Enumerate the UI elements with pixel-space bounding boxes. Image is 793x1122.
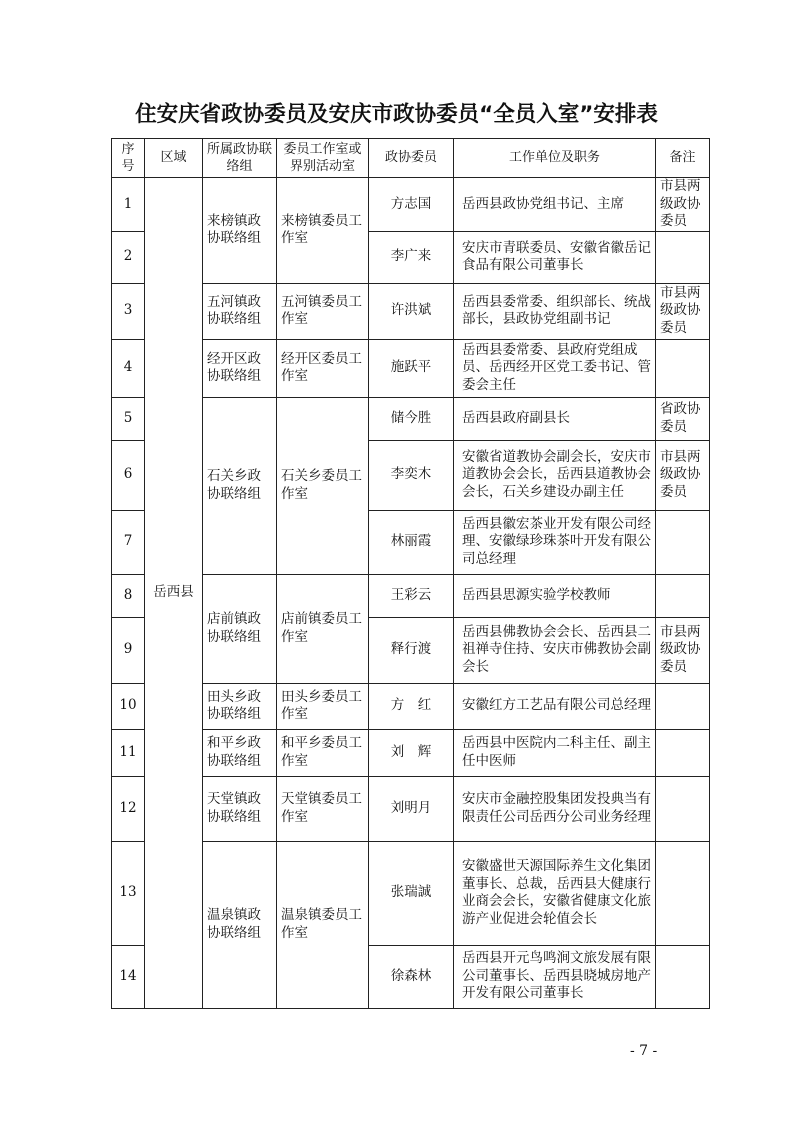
office-cell: 石关乡委员工作室 — [277, 397, 369, 574]
group-cell: 来榜镇政协联络组 — [203, 178, 277, 284]
member-name: 徐森林 — [369, 945, 454, 1008]
row-number: 9 — [112, 617, 145, 683]
group-cell: 店前镇政协联络组 — [203, 574, 277, 683]
page-number: - 7 - — [630, 1043, 658, 1059]
group-cell: 田头乡政协联络组 — [203, 683, 277, 729]
member-name: 方志国 — [369, 178, 454, 232]
row-number: 3 — [112, 283, 145, 339]
member-name: 刘 辉 — [369, 729, 454, 776]
region-cell: 岳西县 — [145, 178, 203, 1009]
duty-cell: 安庆市金融控股集团发投典当有限责任公司岳西分公司业务经理 — [454, 776, 656, 841]
note-cell — [656, 683, 710, 729]
note-cell — [656, 776, 710, 841]
member-name: 李广来 — [369, 231, 454, 283]
header-group: 所属政协联络组 — [203, 139, 277, 178]
duty-cell: 岳西县政府副县长 — [454, 397, 656, 440]
row-number: 2 — [112, 231, 145, 283]
header-note: 备注 — [656, 139, 710, 178]
row-number: 10 — [112, 683, 145, 729]
member-name: 施跃平 — [369, 339, 454, 397]
office-cell: 天堂镇委员工作室 — [277, 776, 369, 841]
duty-cell: 安庆市青联委员、安徽省徽岳记食品有限公司董事长 — [454, 231, 656, 283]
document-title: 住安庆省政协委员及安庆市政协委员“全员入室”安排表 — [135, 102, 658, 127]
row-number: 1 — [112, 178, 145, 232]
member-name: 许洪斌 — [369, 283, 454, 339]
group-cell: 石关乡政协联络组 — [203, 397, 277, 574]
note-cell — [656, 231, 710, 283]
member-name: 储今胜 — [369, 397, 454, 440]
header-member: 政协委员 — [369, 139, 454, 178]
row-number: 12 — [112, 776, 145, 841]
note-cell — [656, 339, 710, 397]
note-cell: 市县两级政协委员 — [656, 178, 710, 232]
duty-cell: 安徽省道教协会副会长，安庆市道教协会会长，岳西县道教协会会长，石关乡建设办副主任 — [454, 440, 656, 510]
group-cell: 天堂镇政协联络组 — [203, 776, 277, 841]
office-cell: 五河镇委员工作室 — [277, 283, 369, 339]
table-row — [112, 178, 710, 232]
note-cell: 省政协委员 — [656, 397, 710, 440]
row-number: 13 — [112, 841, 145, 945]
duty-cell: 岳西县开元鸟鸣涧文旅发展有限公司董事长、岳西县晓城房地产开发有限公司董事长 — [454, 945, 656, 1008]
row-number: 7 — [112, 510, 145, 574]
member-name: 方 红 — [369, 683, 454, 729]
office-cell: 温泉镇委员工作室 — [277, 841, 369, 1008]
header-no: 序号 — [112, 139, 145, 178]
note-cell: 市县两级政协委员 — [656, 440, 710, 510]
row-number: 8 — [112, 574, 145, 617]
note-cell — [656, 729, 710, 776]
office-cell: 田头乡委员工作室 — [277, 683, 369, 729]
duty-cell: 岳西县委常委、县政府党组成员、岳西经开区党工委书记、管委会主任 — [454, 339, 656, 397]
member-name: 刘明月 — [369, 776, 454, 841]
arrangement-table — [111, 138, 710, 1009]
header-duty: 工作单位及职务 — [454, 139, 656, 178]
table-header-row — [112, 139, 710, 178]
note-cell: 市县两级政协委员 — [656, 617, 710, 683]
duty-cell: 安徽红方工艺品有限公司总经理 — [454, 683, 656, 729]
member-name: 林丽霞 — [369, 510, 454, 574]
member-name: 王彩云 — [369, 574, 454, 617]
header-region: 区域 — [145, 139, 203, 178]
note-cell — [656, 510, 710, 574]
row-number: 6 — [112, 440, 145, 510]
office-cell: 经开区委员工作室 — [277, 339, 369, 397]
row-number: 5 — [112, 397, 145, 440]
group-cell: 五河镇政协联络组 — [203, 283, 277, 339]
member-name: 释行渡 — [369, 617, 454, 683]
group-cell: 经开区政协联络组 — [203, 339, 277, 397]
note-cell — [656, 841, 710, 945]
member-name: 张瑞誠 — [369, 841, 454, 945]
duty-cell: 岳西县委常委、组织部长、统战部长，县政协党组副书记 — [454, 283, 656, 339]
note-cell — [656, 574, 710, 617]
header-office: 委员工作室或界别活动室 — [277, 139, 369, 178]
duty-cell: 岳西县中医院内二科主任、副主任中医师 — [454, 729, 656, 776]
row-number: 14 — [112, 945, 145, 1008]
note-cell — [656, 945, 710, 1008]
member-name: 李奕木 — [369, 440, 454, 510]
group-cell: 温泉镇政协联络组 — [203, 841, 277, 1008]
group-cell: 和平乡政协联络组 — [203, 729, 277, 776]
duty-cell: 岳西县政协党组书记、主席 — [454, 178, 656, 232]
duty-cell: 岳西县思源实验学校教师 — [454, 574, 656, 617]
note-cell: 市县两级政协委员 — [656, 283, 710, 339]
office-cell: 店前镇委员工作室 — [277, 574, 369, 683]
duty-cell: 安徽盛世天源国际养生文化集团董事长、总裁，岳西县大健康行业商会会长，安徽省健康文化旅游产业促进会轮值会长 — [454, 841, 656, 945]
duty-cell: 岳西县徽宏茶业开发有限公司经理、安徽绿珍珠茶叶开发有限公司总经理 — [454, 510, 656, 574]
duty-cell: 岳西县佛教协会会长、岳西县二祖禅寺住持、安庆市佛教协会副会长 — [454, 617, 656, 683]
office-cell: 和平乡委员工作室 — [277, 729, 369, 776]
office-cell: 来榜镇委员工作室 — [277, 178, 369, 284]
row-number: 4 — [112, 339, 145, 397]
row-number: 11 — [112, 729, 145, 776]
